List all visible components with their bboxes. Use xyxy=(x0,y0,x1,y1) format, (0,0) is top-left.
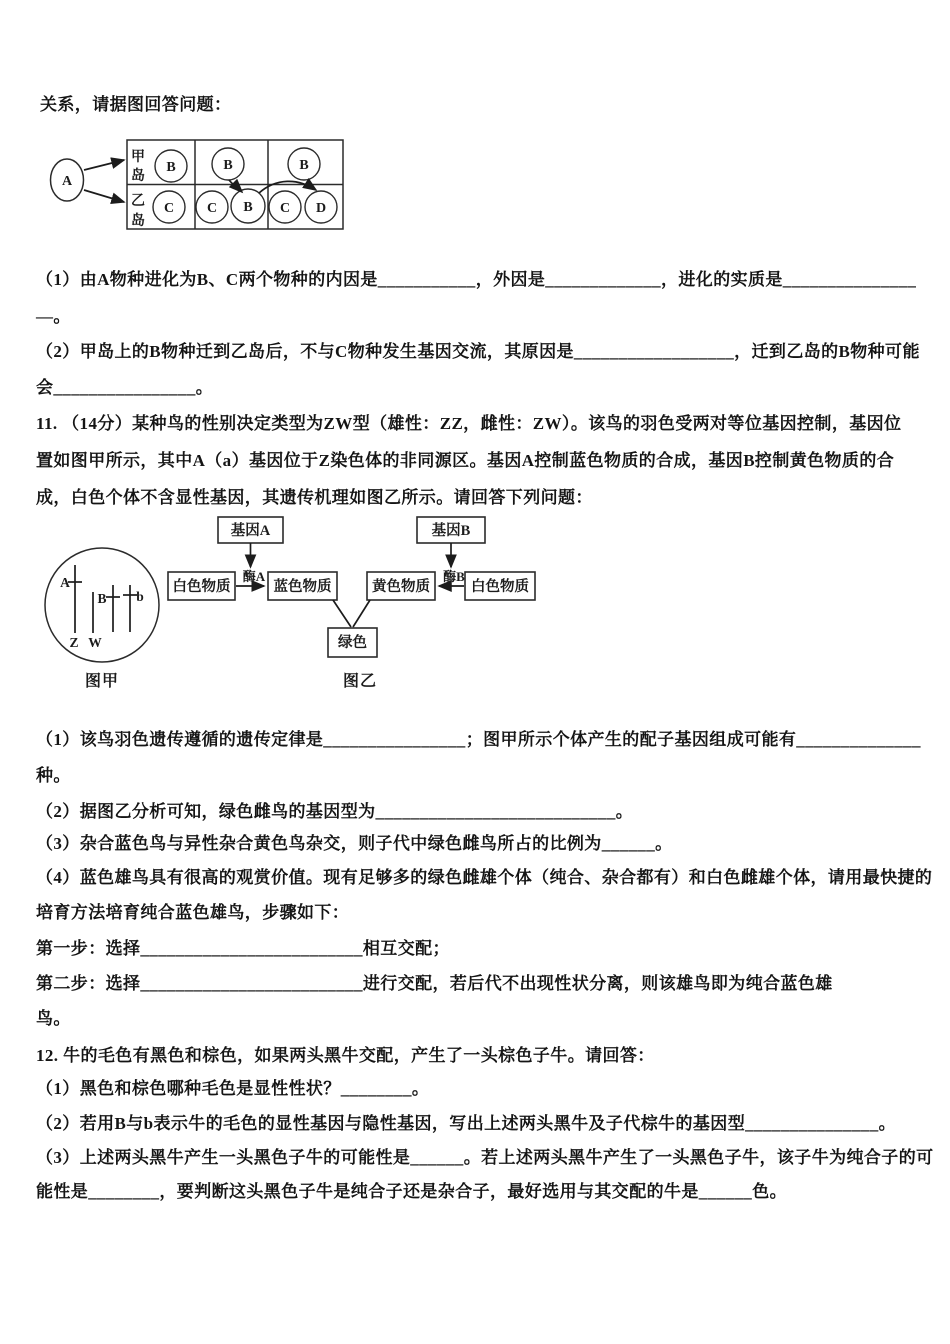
q10-part1-line2: —。 xyxy=(36,307,71,326)
ancestor-label: A xyxy=(61,174,73,189)
q11-stem-line1: 11. （14分）某种鸟的性别决定类型为ZW型（雄性：ZZ，雌性：ZW）。该鸟的羽色受两对等位基因控制，基因位 xyxy=(36,414,902,433)
q10-part2-line2: 会________________。 xyxy=(36,378,214,397)
yellow-to-green-line xyxy=(353,600,370,627)
q11-step2-line1: 第二步：选择_________________________进行交配，若后代不出现性状分离，则该雄鸟即为纯合蓝色雄 xyxy=(36,974,833,993)
genetics-figure xyxy=(40,515,545,695)
q11-part4-line1: （4）蓝色雄鸟具有很高的观赏价值。现有足够多的绿色雌雄个体（纯合、杂合都有）和白色雌雄个体，请用最快捷的 xyxy=(36,868,933,887)
species-d-yi: D xyxy=(315,201,327,216)
chromosome-w-label: W xyxy=(88,635,102,650)
q11-part3: （3）杂合蓝色鸟与异性杂合黄色鸟杂交，则子代中绿色雌鸟所占的比例为______。 xyxy=(36,834,673,853)
island-row-labels xyxy=(131,149,145,229)
island-grid xyxy=(127,140,343,229)
allele-b-small-label: b xyxy=(136,589,144,604)
figure-yi-caption: 图乙 xyxy=(342,673,378,690)
yellow-substance-box: 黄色物质 xyxy=(372,579,430,595)
species-c-yi3: C xyxy=(279,201,291,216)
allele-a-label: A xyxy=(60,575,70,590)
cell-diagram xyxy=(45,548,159,690)
q12-part3-line2: 能性是________，要判断这头黑色子牛是纯合子还是杂合子，最好选用与其交配的牛是______色。 xyxy=(36,1182,787,1201)
figure-jia-caption: 图甲 xyxy=(84,673,120,690)
q11-part1-line1: （1）该鸟羽色遗传遵循的遗传定律是________________；图甲所示个体产生的配子基因组成可能有______________ xyxy=(36,730,921,749)
q10-part1-line1: （1）由A物种进化为B、C两个物种的内因是___________，外因是_____________，进化的实质是_______________ xyxy=(36,270,917,289)
allele-b-big-label: B xyxy=(97,591,107,606)
yi-island-char1: 乙 xyxy=(131,194,145,209)
enzyme-b-label: 酶B xyxy=(443,569,465,584)
enzyme-a-label: 酶A xyxy=(242,569,266,584)
divergence-arrow-top xyxy=(84,160,124,170)
q11-part2: （2）据图乙分析可知，绿色雌鸟的基因型为___________________________。 xyxy=(36,802,634,821)
yi-island-char2: 岛 xyxy=(131,214,145,229)
chromosome-z-label: Z xyxy=(69,635,79,650)
white-substance-left-box: 白色物质 xyxy=(172,579,231,595)
q11-stem-line2: 置如图甲所示，其中A（a）基因位于Z染色体的非同源区。基因A控制蓝色物质的合成，基因B控制黄色物质的合 xyxy=(36,451,895,470)
q11-part1-line2: 种。 xyxy=(36,766,71,785)
q11-step2-line2: 鸟。 xyxy=(36,1009,71,1028)
jia-island-char1: 甲 xyxy=(131,150,145,165)
white-substance-right-box: 白色物质 xyxy=(471,579,529,595)
green-box: 绿色 xyxy=(338,635,367,651)
pathway-diagram xyxy=(168,517,535,690)
q11-step1: 第一步：选择_________________________相互交配； xyxy=(36,939,450,958)
q12-part2: （2）若用B与b表示牛的毛色的显性基因与隐性基因，写出上述两头黑牛及子代棕牛的基因型_______________。 xyxy=(36,1114,896,1133)
q12-part3-line1: （3）上述两头黑牛产生一头黑色子牛的可能性是______。若上述两头黑牛产生了一头黑色子牛，该子牛为纯合子的可 xyxy=(36,1148,934,1167)
ancestor-species-a xyxy=(51,159,84,201)
island-evolution-diagram xyxy=(40,135,350,237)
migration-arrow xyxy=(229,180,242,192)
species-c-yi2: C xyxy=(206,201,218,216)
gene-a-box: 基因A xyxy=(230,523,271,539)
q11-stem-line3: 成，白色个体不含显性基因，其遗传机理如图乙所示。请回答下列问题： xyxy=(36,488,593,507)
species-b-jia1: B xyxy=(166,160,176,175)
blue-to-green-line xyxy=(333,600,351,627)
blue-substance-box: 蓝色物质 xyxy=(273,579,332,595)
gene-b-box: 基因B xyxy=(431,523,471,539)
q11-part4-line2: 培育方法培育纯合蓝色雄鸟，步骤如下： xyxy=(36,903,350,922)
divergence-arrow-bottom xyxy=(84,190,124,202)
q12-stem: 12. 牛的毛色有黑色和棕色，如果两头黑牛交配，产生了一头棕色子牛。请回答： xyxy=(36,1046,655,1065)
species-b-jia3: B xyxy=(299,158,309,173)
q10-part2-line1: （2）甲岛上的B物种迁到乙岛后，不与C物种发生基因交流，其原因是__________________，迁到乙岛的B物种可能 xyxy=(36,342,920,361)
species-b-jia2: B xyxy=(223,158,233,173)
species-b-yi: B xyxy=(243,200,253,215)
species-c-yi1: C xyxy=(163,201,175,216)
intro-line: 关系，请据图回答问题： xyxy=(40,95,232,114)
jia-island-char2: 岛 xyxy=(131,169,145,184)
q12-part1: （1）黑色和棕色哪种毛色是显性性状？________。 xyxy=(36,1079,430,1098)
